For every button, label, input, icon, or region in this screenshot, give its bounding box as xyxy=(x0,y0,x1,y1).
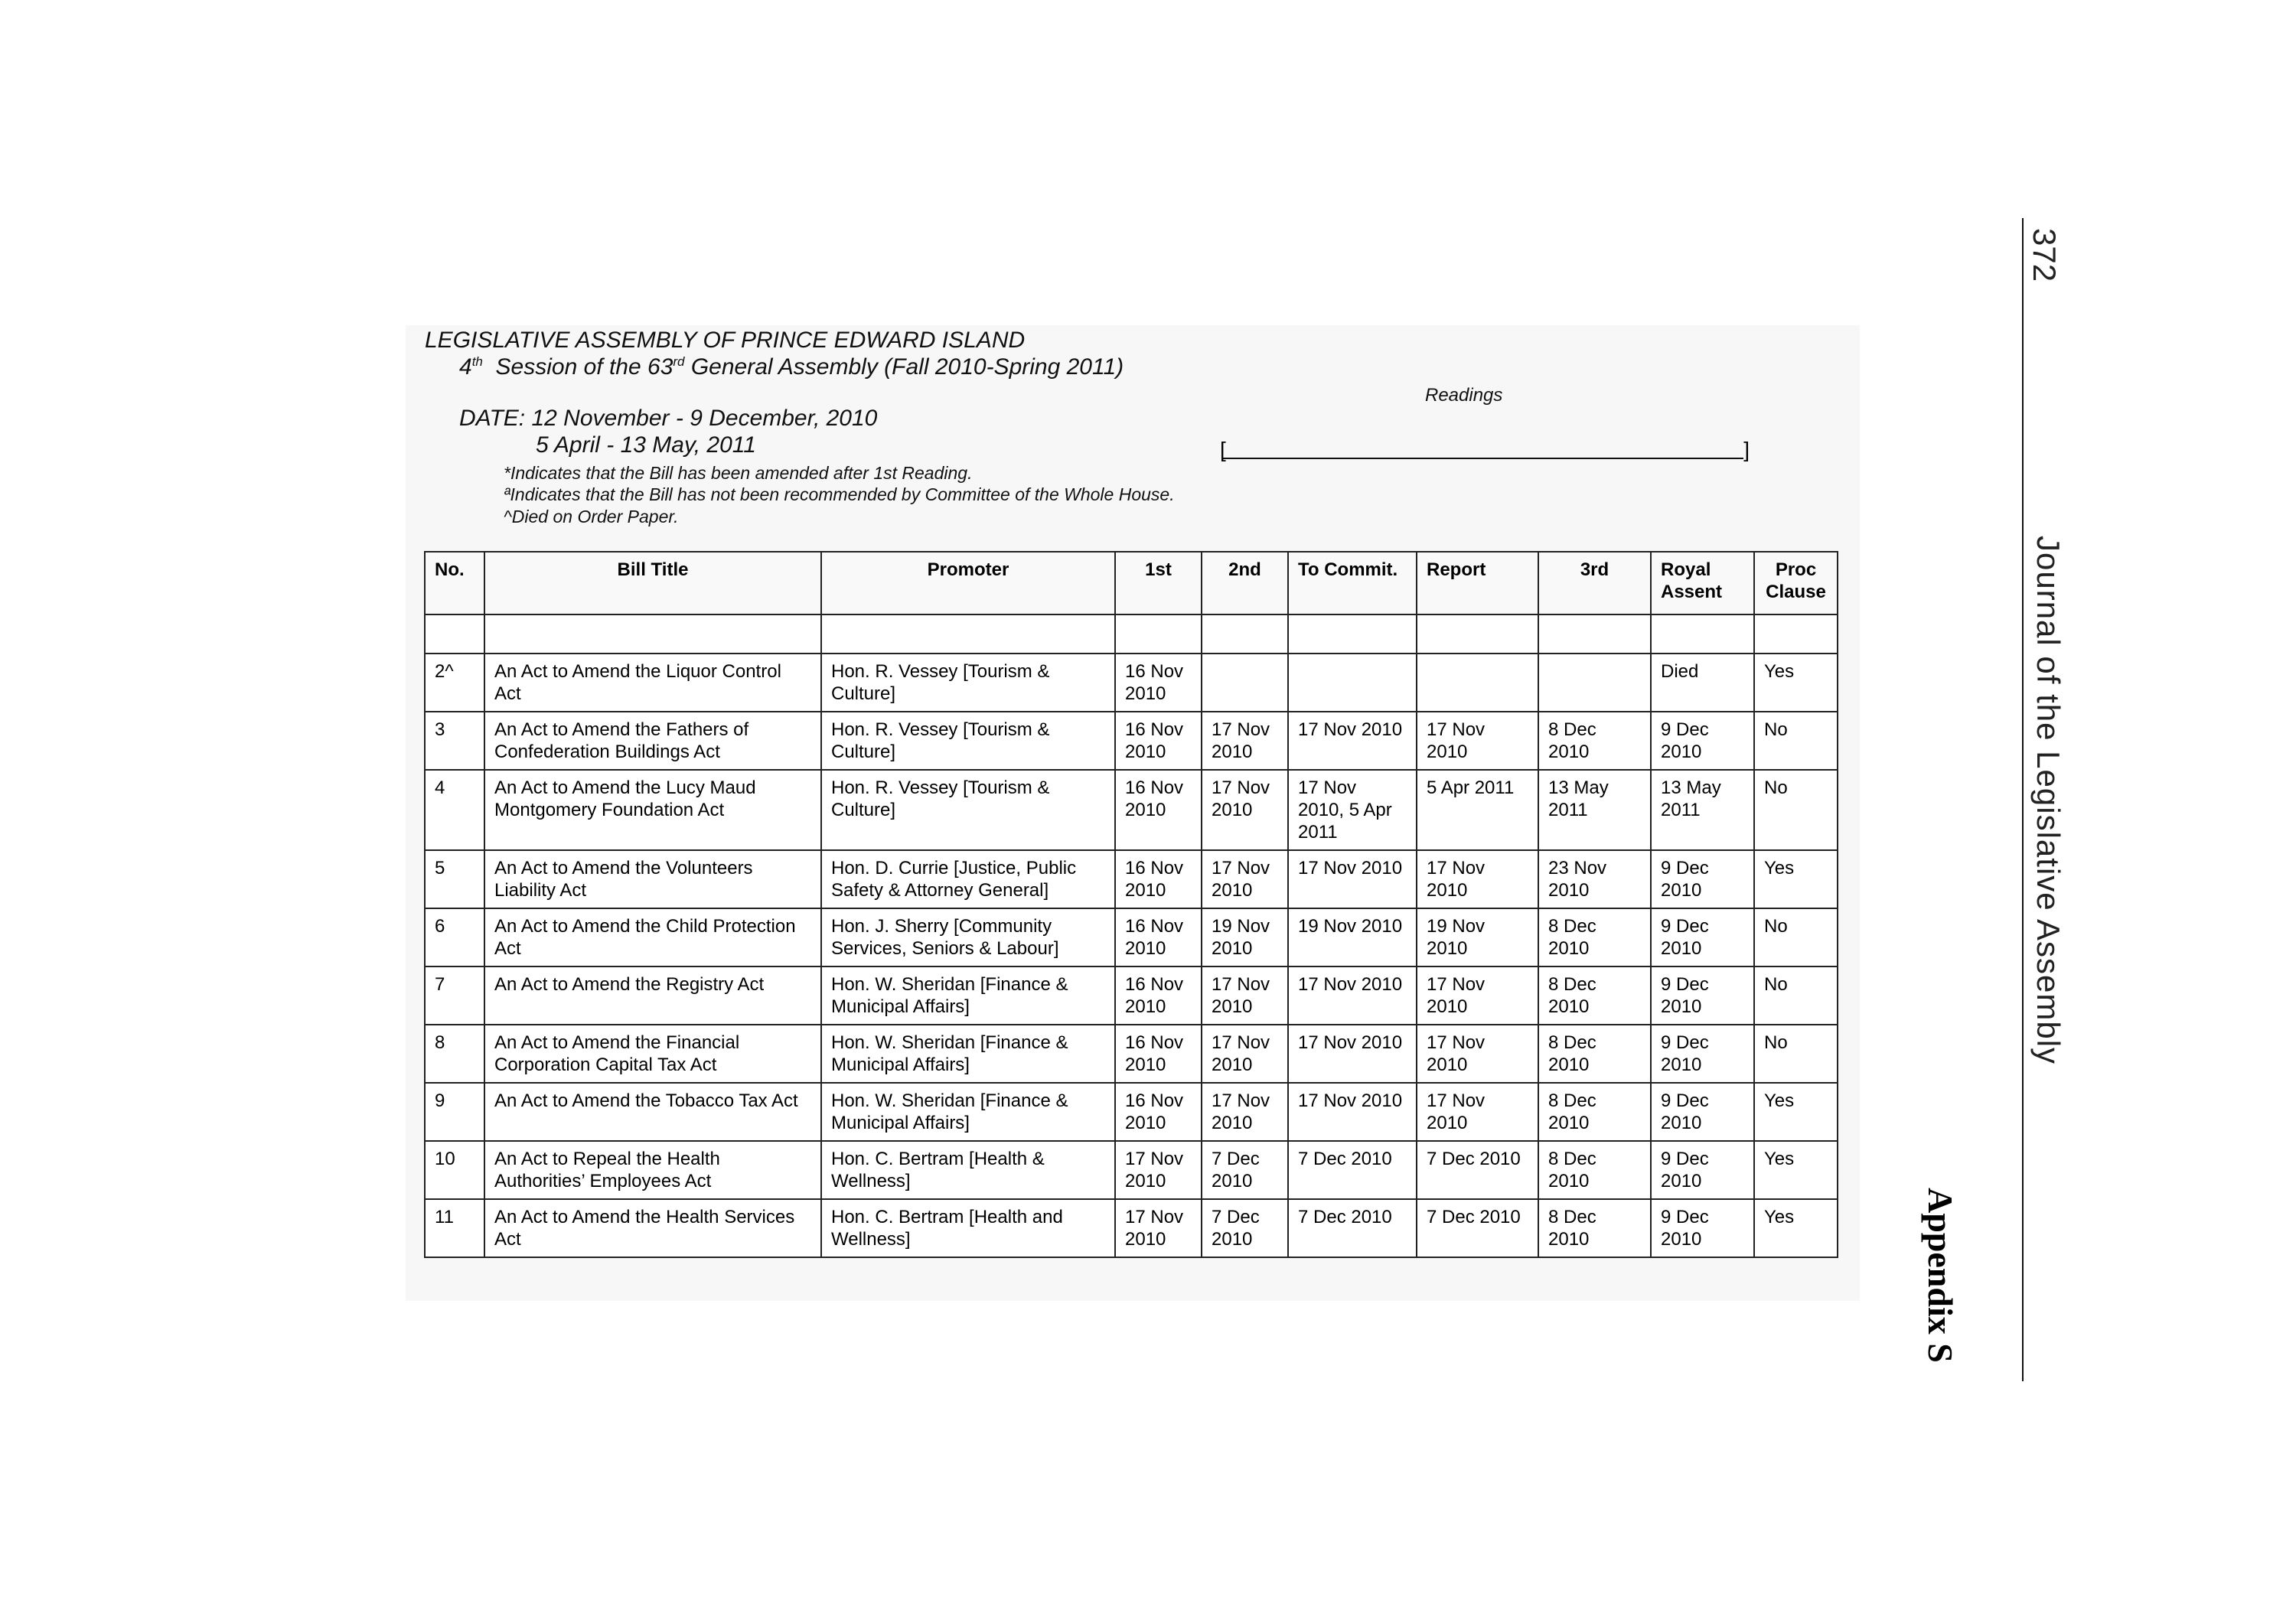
date-line-1: DATE: 12 November - 9 December, 2010 xyxy=(459,406,878,431)
cell-royal-assent: Died xyxy=(1651,654,1754,712)
margin-rule xyxy=(2022,218,2024,1381)
blank-row xyxy=(425,614,1838,654)
cell-2nd: 17 Nov 2010 xyxy=(1202,966,1288,1025)
cell-1st: 16 Nov 2010 xyxy=(1115,966,1202,1025)
cell-3rd: 23 Nov 2010 xyxy=(1538,850,1651,908)
cell-royal-assent: 9 Dec 2010 xyxy=(1651,1025,1754,1083)
cell-promoter: Hon. C. Bertram [Health & Wellness] xyxy=(821,1141,1115,1199)
cell-bill-title: An Act to Repeal the Health Authorities’ Employees Act xyxy=(484,1141,821,1199)
cell-3rd: 8 Dec 2010 xyxy=(1538,712,1651,770)
session-line xyxy=(459,354,1124,380)
cell-bill-title: An Act to Amend the Fathers of Confederation Buildings Act xyxy=(484,712,821,770)
cell-royal-assent: 9 Dec 2010 xyxy=(1651,712,1754,770)
cell-bill-title: An Act to Amend the Financial Corporation Capital Tax Act xyxy=(484,1025,821,1083)
cell-promoter: Hon. W. Sheridan [Finance & Municipal Affairs] xyxy=(821,966,1115,1025)
cell-royal-assent: 13 May 2011 xyxy=(1651,770,1754,850)
cell-proc-clause: Yes xyxy=(1754,654,1838,712)
cell-no: 3 xyxy=(425,712,484,770)
cell-1st: 16 Nov 2010 xyxy=(1115,1083,1202,1141)
cell-3rd: 8 Dec 2010 xyxy=(1538,1025,1651,1083)
bills-table xyxy=(424,551,1838,1258)
blank-cell xyxy=(484,614,821,654)
cell-no: 6 xyxy=(425,908,484,966)
cell-promoter: Hon. R. Vessey [Tourism & Culture] xyxy=(821,712,1115,770)
cell-report: 17 Nov 2010 xyxy=(1417,712,1538,770)
bracket-right: ] xyxy=(1743,438,1750,461)
cell-report: 7 Dec 2010 xyxy=(1417,1141,1538,1199)
appendix-label: Appendix S xyxy=(1921,1188,1960,1363)
cell-bill-title: An Act to Amend the Registry Act xyxy=(484,966,821,1025)
cell-3rd: 8 Dec 2010 xyxy=(1538,1199,1651,1257)
cell-2nd: 7 Dec 2010 xyxy=(1202,1199,1288,1257)
cell-report: 17 Nov 2010 xyxy=(1417,850,1538,908)
cell-to-commit: 17 Nov 2010, 5 Apr 2011 xyxy=(1288,770,1417,850)
assembly-number-suffix: rd xyxy=(673,354,685,369)
col-report: Report xyxy=(1417,552,1538,614)
cell-no: 7 xyxy=(425,966,484,1025)
date-line-2: 5 April - 13 May, 2011 xyxy=(536,432,756,458)
cell-bill-title: An Act to Amend the Child Protection Act xyxy=(484,908,821,966)
cell-report: 17 Nov 2010 xyxy=(1417,966,1538,1025)
cell-no: 2^ xyxy=(425,654,484,712)
col-no: No. xyxy=(425,552,484,614)
cell-report: 17 Nov 2010 xyxy=(1417,1025,1538,1083)
journal-title: Journal of the Legislative Assembly xyxy=(2030,536,2066,1065)
cell-3rd: 8 Dec 2010 xyxy=(1538,1083,1651,1141)
blank-cell xyxy=(1651,614,1754,654)
cell-proc-clause: No xyxy=(1754,908,1838,966)
cell-2nd: 19 Nov 2010 xyxy=(1202,908,1288,966)
cell-proc-clause: Yes xyxy=(1754,1083,1838,1141)
cell-bill-title: An Act to Amend the Liquor Control Act xyxy=(484,654,821,712)
readings-bracket xyxy=(1220,438,1750,461)
blank-cell xyxy=(1754,614,1838,654)
cell-to-commit: 7 Dec 2010 xyxy=(1288,1141,1417,1199)
table-row xyxy=(425,712,1838,770)
cell-report xyxy=(1417,654,1538,712)
cell-no: 9 xyxy=(425,1083,484,1141)
col-bill-title: Bill Title xyxy=(484,552,821,614)
cell-2nd: 17 Nov 2010 xyxy=(1202,770,1288,850)
cell-promoter: Hon. W. Sheridan [Finance & Municipal Affairs] xyxy=(821,1083,1115,1141)
cell-proc-clause: Yes xyxy=(1754,850,1838,908)
cell-promoter: Hon. C. Bertram [Health and Wellness] xyxy=(821,1199,1115,1257)
cell-1st: 16 Nov 2010 xyxy=(1115,770,1202,850)
cell-proc-clause: No xyxy=(1754,1025,1838,1083)
cell-2nd: 17 Nov 2010 xyxy=(1202,712,1288,770)
cell-royal-assent: 9 Dec 2010 xyxy=(1651,1199,1754,1257)
cell-promoter: Hon. R. Vessey [Tourism & Culture] xyxy=(821,770,1115,850)
table-row xyxy=(425,770,1838,850)
cell-1st: 16 Nov 2010 xyxy=(1115,654,1202,712)
blank-cell xyxy=(1115,614,1202,654)
cell-1st: 16 Nov 2010 xyxy=(1115,908,1202,966)
cell-3rd xyxy=(1538,654,1651,712)
blank-cell xyxy=(1288,614,1417,654)
cell-promoter: Hon. R. Vessey [Tourism & Culture] xyxy=(821,654,1115,712)
cell-bill-title: An Act to Amend the Volunteers Liability Act xyxy=(484,850,821,908)
cell-proc-clause: Yes xyxy=(1754,1141,1838,1199)
cell-2nd: 7 Dec 2010 xyxy=(1202,1141,1288,1199)
blank-cell xyxy=(1202,614,1288,654)
cell-royal-assent: 9 Dec 2010 xyxy=(1651,966,1754,1025)
cell-proc-clause: No xyxy=(1754,966,1838,1025)
col-to-commit: To Commit. xyxy=(1288,552,1417,614)
cell-2nd xyxy=(1202,654,1288,712)
note-not-recommended: ªIndicates that the Bill has not been recommended by Committee of the Whole House. xyxy=(504,484,1175,504)
note-amended: *Indicates that the Bill has been amended after 1st Reading. xyxy=(504,463,973,483)
cell-report: 7 Dec 2010 xyxy=(1417,1199,1538,1257)
cell-promoter: Hon. W. Sheridan [Finance & Municipal Affairs] xyxy=(821,1025,1115,1083)
cell-to-commit: 17 Nov 2010 xyxy=(1288,966,1417,1025)
table-row xyxy=(425,1083,1838,1141)
col-royal-assent: Royal Assent xyxy=(1651,552,1754,614)
cell-no: 10 xyxy=(425,1141,484,1199)
table-row xyxy=(425,1141,1838,1199)
table-row xyxy=(425,966,1838,1025)
cell-2nd: 17 Nov 2010 xyxy=(1202,850,1288,908)
readings-label: Readings xyxy=(1425,385,1503,406)
header-row xyxy=(425,552,1838,614)
cell-to-commit: 19 Nov 2010 xyxy=(1288,908,1417,966)
table-row xyxy=(425,654,1838,712)
col-1st: 1st xyxy=(1115,552,1202,614)
cell-royal-assent: 9 Dec 2010 xyxy=(1651,1083,1754,1141)
session-number: 4 xyxy=(459,354,472,380)
cell-1st: 16 Nov 2010 xyxy=(1115,1025,1202,1083)
cell-proc-clause: No xyxy=(1754,712,1838,770)
bracket-left: [ xyxy=(1220,438,1226,461)
cell-bill-title: An Act to Amend the Lucy Maud Montgomery Foundation Act xyxy=(484,770,821,850)
col-2nd: 2nd xyxy=(1202,552,1288,614)
cell-report: 19 Nov 2010 xyxy=(1417,908,1538,966)
cell-royal-assent: 9 Dec 2010 xyxy=(1651,908,1754,966)
cell-3rd: 8 Dec 2010 xyxy=(1538,1141,1651,1199)
cell-no: 8 xyxy=(425,1025,484,1083)
cell-bill-title: An Act to Amend the Tobacco Tax Act xyxy=(484,1083,821,1141)
cell-2nd: 17 Nov 2010 xyxy=(1202,1025,1288,1083)
cell-royal-assent: 9 Dec 2010 xyxy=(1651,850,1754,908)
col-promoter: Promoter xyxy=(821,552,1115,614)
cell-no: 5 xyxy=(425,850,484,908)
session-number-suffix: th xyxy=(471,354,483,369)
cell-report: 5 Apr 2011 xyxy=(1417,770,1538,850)
cell-3rd: 13 May 2011 xyxy=(1538,770,1651,850)
table-row xyxy=(425,908,1838,966)
note-died: ^Died on Order Paper. xyxy=(504,507,679,526)
cell-1st: 17 Nov 2010 xyxy=(1115,1141,1202,1199)
cell-proc-clause: Yes xyxy=(1754,1199,1838,1257)
table-row xyxy=(425,1199,1838,1257)
cell-to-commit: 17 Nov 2010 xyxy=(1288,850,1417,908)
session-text-end: General Assembly (Fall 2010-Spring 2011) xyxy=(690,354,1124,380)
cell-to-commit: 17 Nov 2010 xyxy=(1288,1025,1417,1083)
cell-no: 4 xyxy=(425,770,484,850)
blank-cell xyxy=(1417,614,1538,654)
cell-to-commit: 17 Nov 2010 xyxy=(1288,712,1417,770)
cell-1st: 16 Nov 2010 xyxy=(1115,850,1202,908)
page-number: 372 xyxy=(2027,228,2063,282)
cell-report: 17 Nov 2010 xyxy=(1417,1083,1538,1141)
cell-bill-title: An Act to Amend the Health Services Act xyxy=(484,1199,821,1257)
cell-to-commit xyxy=(1288,654,1417,712)
table-row xyxy=(425,850,1838,908)
session-text: Session of the 63 xyxy=(495,354,673,380)
cell-3rd: 8 Dec 2010 xyxy=(1538,966,1651,1025)
cell-to-commit: 7 Dec 2010 xyxy=(1288,1199,1417,1257)
cell-3rd: 8 Dec 2010 xyxy=(1538,908,1651,966)
cell-2nd: 17 Nov 2010 xyxy=(1202,1083,1288,1141)
table-row xyxy=(425,1025,1838,1083)
cell-proc-clause: No xyxy=(1754,770,1838,850)
cell-1st: 17 Nov 2010 xyxy=(1115,1199,1202,1257)
cell-promoter: Hon. D. Currie [Justice, Public Safety & Attorney General] xyxy=(821,850,1115,908)
cell-promoter: Hon. J. Sherry [Community Services, Seniors & Labour] xyxy=(821,908,1115,966)
cell-no: 11 xyxy=(425,1199,484,1257)
cell-1st: 16 Nov 2010 xyxy=(1115,712,1202,770)
blank-cell xyxy=(1538,614,1651,654)
col-3rd: 3rd xyxy=(1538,552,1651,614)
cell-royal-assent: 9 Dec 2010 xyxy=(1651,1141,1754,1199)
blank-cell xyxy=(821,614,1115,654)
blank-cell xyxy=(425,614,484,654)
cell-to-commit: 17 Nov 2010 xyxy=(1288,1083,1417,1141)
col-proc-clause: Proc Clause xyxy=(1754,552,1838,614)
assembly-title: LEGISLATIVE ASSEMBLY OF PRINCE EDWARD ISLAND xyxy=(425,328,1026,353)
